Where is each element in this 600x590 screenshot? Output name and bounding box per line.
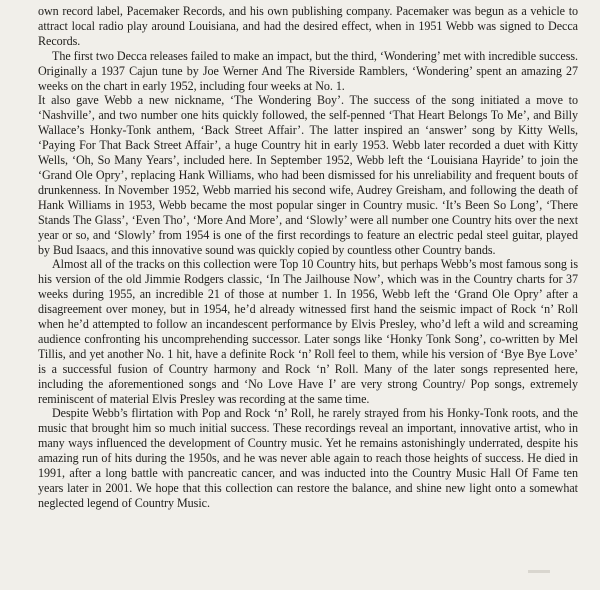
liner-notes-text — [38, 4, 578, 511]
paragraph-3: It also gave Webb a new nickname, ‘The Wondering Boy’. The success of the song initiated a move to ‘Nashville’, and two number one hits quickly followed, the self-penned ‘That Heart Belongs To Me’, and Billy Wallace’s Honky-Tonk anthem, ‘Back Street Affair’. The latter inspired an ‘answer’ song by Kitty Wells, ‘Paying For That Back Street Affair’, a huge Country hit in early 1953. Webb later recorded a duet with Kitty Wells, ‘Oh, So Many Years’, included here. In September 1952, Webb left the ‘Louisiana Hayride’ to join the ‘Grand Ole Opry’, replacing Hank Williams, who had been dismissed for his unreliability and frequent bouts of drunkenness. In November 1952, Webb married his second wife, Audrey Greisham, and following the death of Hank Williams in 1953, Webb became the most popular singer in Country music. ‘It’s Been So Long’, ‘There Stands The Glass’, ‘Even Tho’, ‘More And More’, and ‘Slowly’ were all number one Country hits over the next year or so, and ‘Slowly’ from 1954 is one of the first recordings to feature an electric pedal steel guitar, played by Bud Isaacs, and this innovative sound was quickly copied by countless other Country bands. — [38, 93, 578, 257]
paragraph-2: The first two Decca releases failed to make an impact, but the third, ‘Wondering’ met with incredible success. Originally a 1937 Cajun tune by Joe Werner And The Riverside Ramblers, ‘Wondering’ spent an amazing 27 weeks on the chart in early 1952, including four weeks at No. 1. — [38, 48, 578, 93]
paragraph-1: own record label, Pacemaker Records, and his own publishing company. Pacemaker was begun as a vehicle to attract local radio play around Louisiana, and had the desired effect, when in 1951 Webb was signed to Decca Records. — [38, 4, 578, 48]
print-mark — [528, 570, 550, 573]
paragraph-4: Almost all of the tracks on this collection were Top 10 Country hits, but perhaps Webb’s most famous song is his version of the old Jimmie Rodgers classic, ‘In The Jailhouse Now’, which was in the Country charts for 37 weeks during 1955, an incredible 21 of those at number 1. In 1956, Webb left the ‘Grand Ole Opry’ after a disagreement over money, but in 1954, he’d already witnessed first hand the seismic impact of Rock ‘n’ Roll when he’d attempted to follow an incandescent performance by Elvis Presley, who’d left a wild and screaming audience confronting his uncomprehending successor. Later songs like ‘Honky Tonk Song’, co-written by Mel Tillis, and yet another No. 1 hit, have a definite Rock ‘n’ Roll feel to them, while his version of ‘Bye Bye Love’ is a successful fusion of Country harmony and Rock ‘n’ Roll. Many of the later songs represented here, including the aforementioned songs and ‘No Love Have I’ are very strong Country/ Pop songs, extremely reminiscent of material Elvis Presley was recording at the same time. — [38, 257, 578, 406]
paragraph-5: Despite Webb’s flirtation with Pop and Rock ‘n’ Roll, he rarely strayed from his Honky-Tonk roots, and the music that brought him so much initial success. These recordings reveal an important, innovative artist, who in many ways influenced the development of Country music. Yet he remains astonishingly underrated, despite his amazing run of hits during the 1950s, and he was never able again to reach those heights of success. He died in 1991, after a long battle with pancreatic cancer, and was inducted into the Country Music Hall Of Fame ten years later in 2001. We hope that this collection can restore the balance, and shine new light onto a somewhat neglected legend of Country Music. — [38, 406, 578, 510]
